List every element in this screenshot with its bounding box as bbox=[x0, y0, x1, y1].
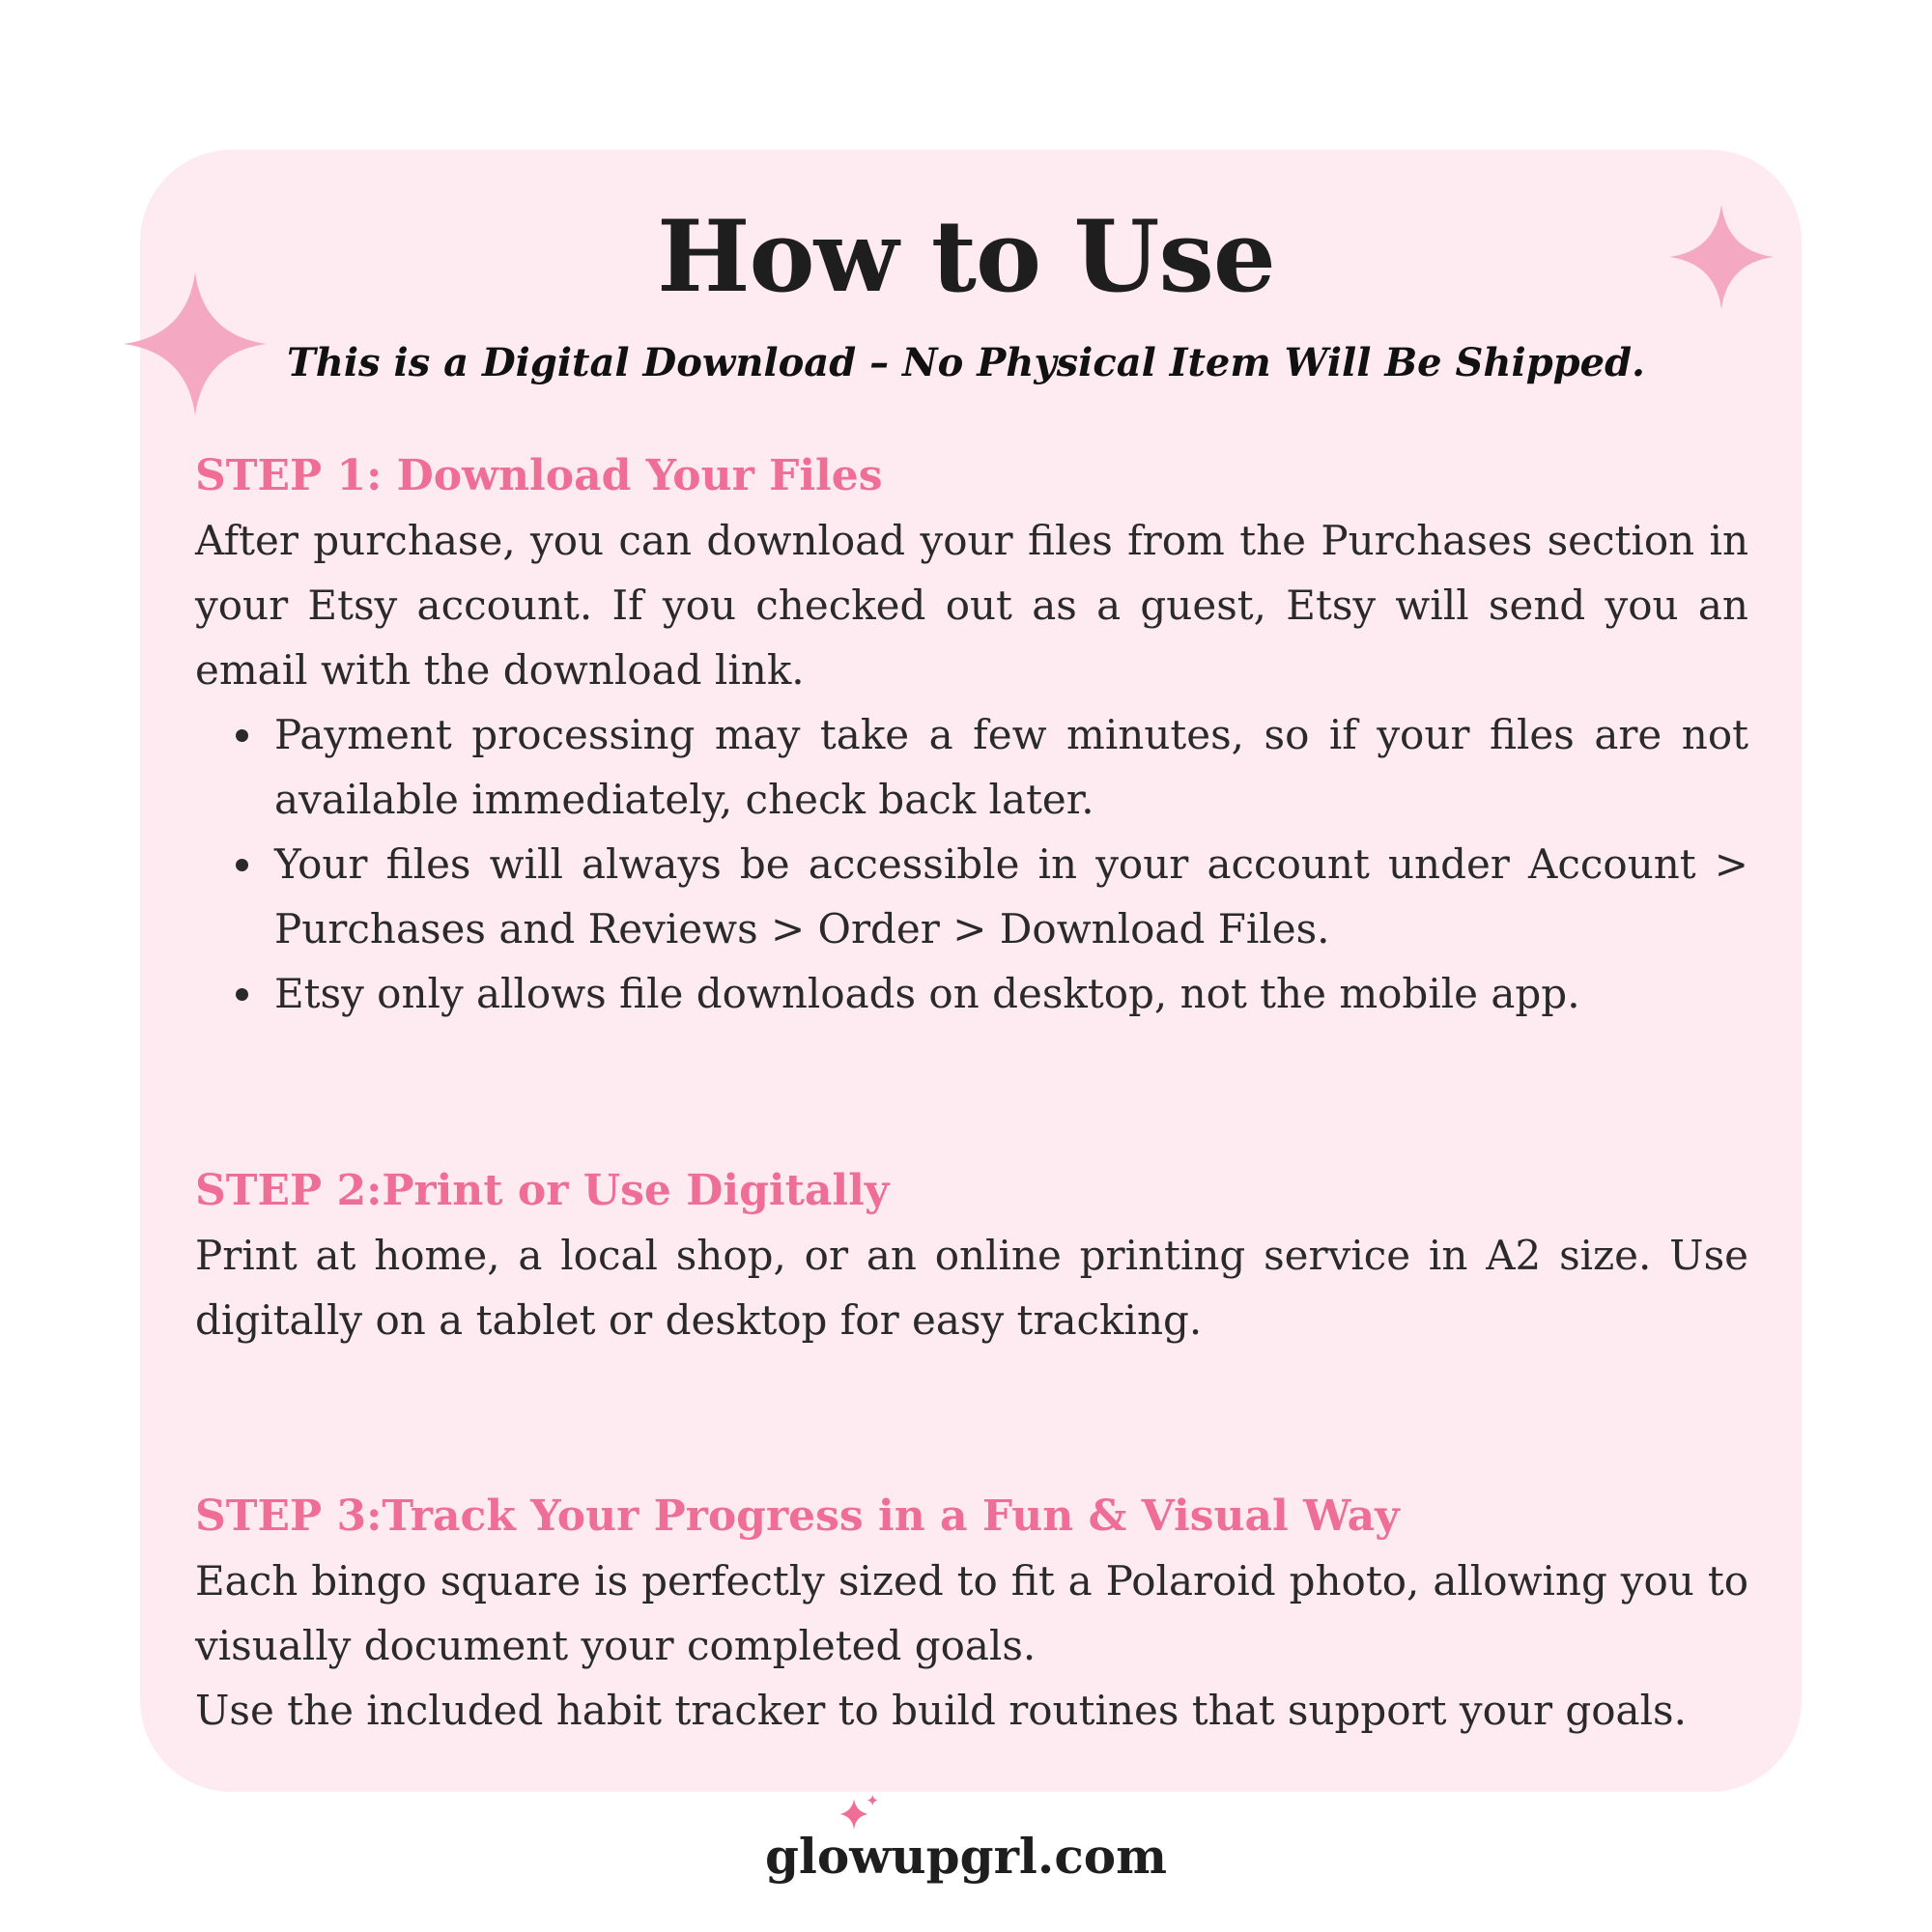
step-3-paragraph-2: Use the included habit tracker to build routines that support your goals. bbox=[195, 1687, 1687, 1734]
list-item bbox=[195, 832, 1748, 961]
list-item bbox=[195, 702, 1748, 832]
bullet-text: Your files will always be accessible in your account under Account > Purchases and Reviews > Order > Download Files. bbox=[274, 840, 1748, 952]
bullet-icon bbox=[236, 729, 248, 742]
step-1-bullet-list bbox=[195, 702, 1748, 1026]
bullet-icon bbox=[236, 988, 248, 1001]
brand-url: glowupgrl.com bbox=[764, 1828, 1168, 1885]
page-subtitle: This is a Digital Download – No Physical Item Will Be Shipped. bbox=[287, 340, 1645, 385]
bullet-icon bbox=[236, 859, 248, 871]
step-3-paragraph: Each bingo square is perfectly sized to fit a Polaroid photo, allowing you to visually document your completed goals. bbox=[195, 1557, 1748, 1669]
step-2-heading: STEP 2:Print or Use Digitally bbox=[195, 1166, 890, 1215]
step-2-section bbox=[195, 1159, 1748, 1352]
step-1-section bbox=[195, 444, 1748, 1026]
step-3-section bbox=[195, 1485, 1748, 1743]
step-2-paragraph: Print at home, a local shop, or an online printing service in A2 size. Use digitally on a tablet or desktop for easy tracking. bbox=[195, 1232, 1748, 1344]
step-3-heading: STEP 3:Track Your Progress in a Fun & Visual Way bbox=[195, 1492, 1400, 1541]
list-item bbox=[195, 961, 1748, 1026]
bullet-text: Etsy only allows file downloads on desktop, not the mobile app. bbox=[274, 970, 1580, 1017]
bullet-text: Payment processing may take a few minutes, so if your files are not available immediately, check back later. bbox=[274, 711, 1748, 823]
step-1-heading: STEP 1: Download Your Files bbox=[195, 451, 883, 500]
page-title: How to Use bbox=[657, 199, 1275, 315]
step-1-paragraph: After purchase, you can download your files from the Purchases section in your Etsy account. If you checked out as a guest, Etsy will send you an email with the download link. bbox=[195, 517, 1748, 694]
